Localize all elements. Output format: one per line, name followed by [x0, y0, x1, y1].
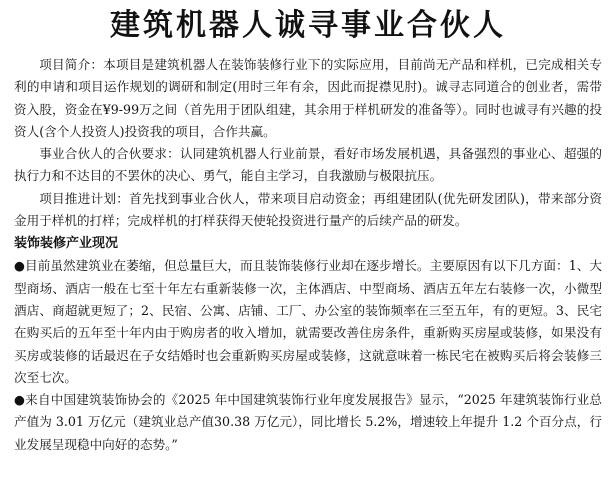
partner-requirements-paragraph: 事业合伙人的合伙要求：认同建筑机器人行业前景，看好市场发展机遇，具备强烈的事业心、超强的执行力和不达目的不罢休的决心、勇气，能自主学习，自我激励与极限抗压。 — [14, 146, 602, 184]
page-title: 建筑机器人诚寻事业合伙人 — [110, 8, 506, 43]
bullet-icon: ● — [14, 258, 26, 274]
project-plan-paragraph: 项目推进计划：首先找到事业合伙人，带来项目启动资金；再组建团队(优先研发团队)，带来部分资金用于样机的打样；完成样机的打样获得天使轮投资进行量产的后续产品的研发。 — [14, 190, 602, 229]
bullet-text: 来自中国建筑装饰协会的《2025 年中国建筑装饰行业年度发展报告》显示，“2025 年建筑装饰行业总产值为 3.01 万亿元（建筑业总产值30.38 万亿元），同比增长 5.2%，增速较上年提升 1.2 个百分点，行业发展呈现稳中向好的态势。” — [14, 392, 602, 452]
section-heading: 装饰装修产业现况 — [14, 236, 119, 252]
industry-status-bullet — [14, 255, 602, 389]
bullet-icon: ● — [14, 392, 26, 408]
project-intro-paragraph: 项目简介：本项目是建筑机器人在装饰装修行业下的实际应用，目前尚无产品和样机，已完成相关专利的申请和项目运作规划的调研和制定(用时三年有余，因此而捉襟见肘)。诚寻志同道合的创业者，需带资入股，资金在¥9-99万之间（首先用于团队组建，其余用于样机研发的准备等）。同时也诚寻有兴趣的投资人(含个人投资人)投资我的项目，合作共赢。 — [14, 57, 602, 139]
bullet-text: 目前虽然建筑业在萎缩，但总量巨大，而且装饰装修行业却在逐步增长。主要原因有以下几方面：1、大型商场、酒店一般在七至十年左右重新装修一次，主体酒店、中型商场、酒店五年左右装修一次，小微型酒店、商超就更短了；2、民宿、公寓、店铺、工厂、办公室的装饰频率在三至五年，有的更短。3、民宅在购买后的五年至十年内由于购房者的收入增加，就需要改善住房条件，重新购买房屋或装修，如果没有买房或装修的话最迟在子女结婚时也会重新购买房屋或装修，这就意味着一栋民宅在被购买后将会装修三次至七次。 — [14, 258, 602, 385]
industry-report-bullet — [14, 389, 602, 456]
